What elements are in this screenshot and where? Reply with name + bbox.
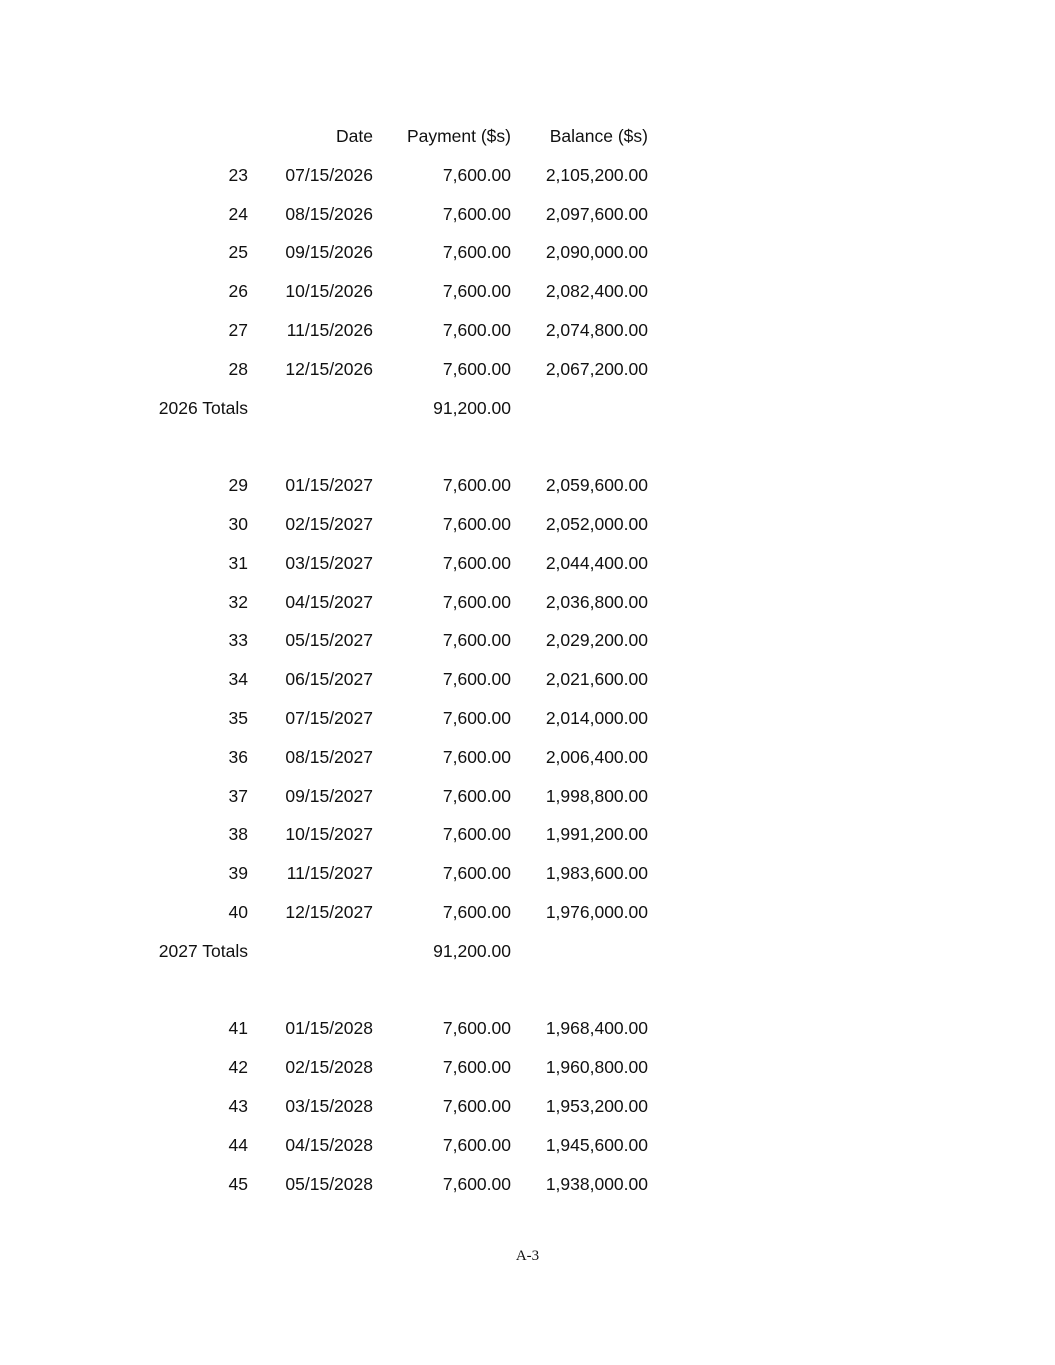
cell-balance: 2,021,600.00: [545, 669, 648, 690]
table-row: [140, 893, 660, 932]
cell-payment: 7,600.00: [442, 1134, 511, 1155]
table-row: [140, 1048, 660, 1087]
table-row: [140, 738, 660, 777]
cell-number: 44: [228, 1134, 248, 1155]
spacer-row: [140, 971, 660, 1010]
cell-balance: 1,991,200.00: [545, 824, 648, 845]
cell-balance: 2,082,400.00: [545, 281, 648, 302]
cell-balance: 2,059,600.00: [545, 475, 648, 496]
header-balance: Balance ($s): [549, 126, 648, 146]
table-row: [140, 699, 660, 738]
cell-date: 04/15/2028: [285, 1134, 373, 1155]
cell-payment: 7,600.00: [442, 513, 511, 534]
table-row: [140, 777, 660, 816]
cell-number: 32: [228, 591, 248, 612]
cell-balance: 2,044,400.00: [545, 552, 648, 573]
cell-payment: 7,600.00: [442, 1057, 511, 1078]
cell-number: 33: [228, 630, 248, 651]
table-row: [140, 350, 660, 389]
cell-payment: 7,600.00: [442, 591, 511, 612]
cell-number: 39: [228, 863, 248, 884]
cell-balance: 1,976,000.00: [545, 901, 648, 922]
cell-date: 12/15/2026: [285, 358, 373, 379]
cell-balance: 2,090,000.00: [545, 242, 648, 263]
cell-payment: 7,600.00: [442, 669, 511, 690]
header-payment: Payment ($s): [406, 126, 511, 146]
table-row: [140, 544, 660, 583]
cell-number: 2026 Totals: [158, 397, 248, 418]
cell-balance: 2,074,800.00: [545, 319, 648, 340]
header-date: Date: [336, 126, 373, 146]
cell-date: 10/15/2026: [285, 281, 373, 302]
cell-date: 08/15/2026: [285, 203, 373, 224]
cell-payment: 91,200.00: [433, 397, 511, 418]
table-header-row: [140, 117, 660, 156]
cell-payment: 7,600.00: [442, 785, 511, 806]
cell-date: 09/15/2026: [285, 242, 373, 263]
table-row: [140, 1087, 660, 1126]
totals-row: [140, 932, 660, 971]
cell-number: 26: [228, 281, 248, 302]
cell-number: 2027 Totals: [158, 940, 248, 961]
cell-balance: 2,105,200.00: [545, 164, 648, 185]
table-row: [140, 660, 660, 699]
cell-payment: 7,600.00: [442, 281, 511, 302]
cell-date: 09/15/2027: [285, 785, 373, 806]
cell-number: 41: [228, 1018, 248, 1039]
cell-balance: 1,983,600.00: [545, 863, 648, 884]
cell-payment: 7,600.00: [442, 203, 511, 224]
cell-payment: 91,200.00: [433, 940, 511, 961]
cell-number: 24: [228, 203, 248, 224]
cell-payment: 7,600.00: [442, 1173, 511, 1194]
table-row: [140, 854, 660, 893]
cell-number: 31: [228, 552, 248, 573]
cell-date: 02/15/2028: [285, 1057, 373, 1078]
cell-number: 42: [228, 1057, 248, 1078]
spacer-row: [140, 427, 660, 466]
table-row: [140, 466, 660, 505]
cell-balance: 1,938,000.00: [545, 1173, 648, 1194]
cell-number: 37: [228, 785, 248, 806]
cell-date: 03/15/2028: [285, 1095, 373, 1116]
cell-number: 40: [228, 901, 248, 922]
cell-balance: 2,052,000.00: [545, 513, 648, 534]
cell-payment: 7,600.00: [442, 1018, 511, 1039]
cell-date: 01/15/2028: [285, 1018, 373, 1039]
cell-payment: 7,600.00: [442, 746, 511, 767]
cell-number: 36: [228, 746, 248, 767]
cell-balance: 2,029,200.00: [545, 630, 648, 651]
cell-payment: 7,600.00: [442, 1095, 511, 1116]
cell-date: 05/15/2027: [285, 630, 373, 651]
cell-payment: 7,600.00: [442, 901, 511, 922]
cell-date: 11/15/2027: [286, 863, 373, 884]
table-body: [140, 156, 660, 1204]
table-row: [140, 1165, 660, 1204]
cell-payment: 7,600.00: [442, 164, 511, 185]
cell-date: 05/15/2028: [285, 1173, 373, 1194]
cell-date: 03/15/2027: [285, 552, 373, 573]
cell-balance: 1,945,600.00: [545, 1134, 648, 1155]
cell-number: 38: [228, 824, 248, 845]
cell-date: 12/15/2027: [285, 901, 373, 922]
cell-payment: 7,600.00: [442, 824, 511, 845]
cell-balance: 1,998,800.00: [545, 785, 648, 806]
cell-payment: 7,600.00: [442, 358, 511, 379]
cell-balance: 2,014,000.00: [545, 707, 648, 728]
cell-number: 45: [228, 1173, 248, 1194]
table-row: [140, 815, 660, 854]
table-row: [140, 1126, 660, 1165]
cell-date: 07/15/2027: [285, 707, 373, 728]
cell-number: 23: [228, 164, 248, 185]
cell-balance: 2,006,400.00: [545, 746, 648, 767]
cell-balance: 1,960,800.00: [545, 1057, 648, 1078]
table-row: [140, 272, 660, 311]
cell-balance: 2,097,600.00: [545, 203, 648, 224]
cell-payment: 7,600.00: [442, 475, 511, 496]
cell-date: 11/15/2026: [286, 319, 373, 340]
cell-number: 34: [228, 669, 248, 690]
table-row: [140, 583, 660, 622]
totals-row: [140, 389, 660, 428]
cell-number: 25: [228, 242, 248, 263]
table-row: [140, 156, 660, 195]
cell-date: 01/15/2027: [285, 475, 373, 496]
cell-date: 04/15/2027: [285, 591, 373, 612]
cell-balance: 2,036,800.00: [545, 591, 648, 612]
cell-balance: 2,067,200.00: [545, 358, 648, 379]
cell-payment: 7,600.00: [442, 630, 511, 651]
cell-balance: 1,953,200.00: [545, 1095, 648, 1116]
cell-number: 28: [228, 358, 248, 379]
cell-number: 30: [228, 513, 248, 534]
cell-date: 02/15/2027: [285, 513, 373, 534]
cell-payment: 7,600.00: [442, 242, 511, 263]
cell-payment: 7,600.00: [442, 319, 511, 340]
cell-balance: 1,968,400.00: [545, 1018, 648, 1039]
cell-number: 35: [228, 707, 248, 728]
table-row: [140, 1009, 660, 1048]
cell-number: 29: [228, 475, 248, 496]
cell-number: 43: [228, 1095, 248, 1116]
page-number: A-3: [515, 1248, 540, 1264]
cell-payment: 7,600.00: [442, 552, 511, 573]
cell-payment: 7,600.00: [442, 863, 511, 884]
cell-date: 08/15/2027: [285, 746, 373, 767]
table-row: [140, 311, 660, 350]
cell-payment: 7,600.00: [442, 707, 511, 728]
table-row: [140, 505, 660, 544]
cell-date: 06/15/2027: [285, 669, 373, 690]
payment-schedule-table: [140, 117, 660, 1203]
cell-date: 10/15/2027: [285, 824, 373, 845]
table-row: [140, 195, 660, 234]
table-row: [140, 233, 660, 272]
cell-date: 07/15/2026: [285, 164, 373, 185]
cell-number: 27: [228, 319, 248, 340]
table-row: [140, 621, 660, 660]
